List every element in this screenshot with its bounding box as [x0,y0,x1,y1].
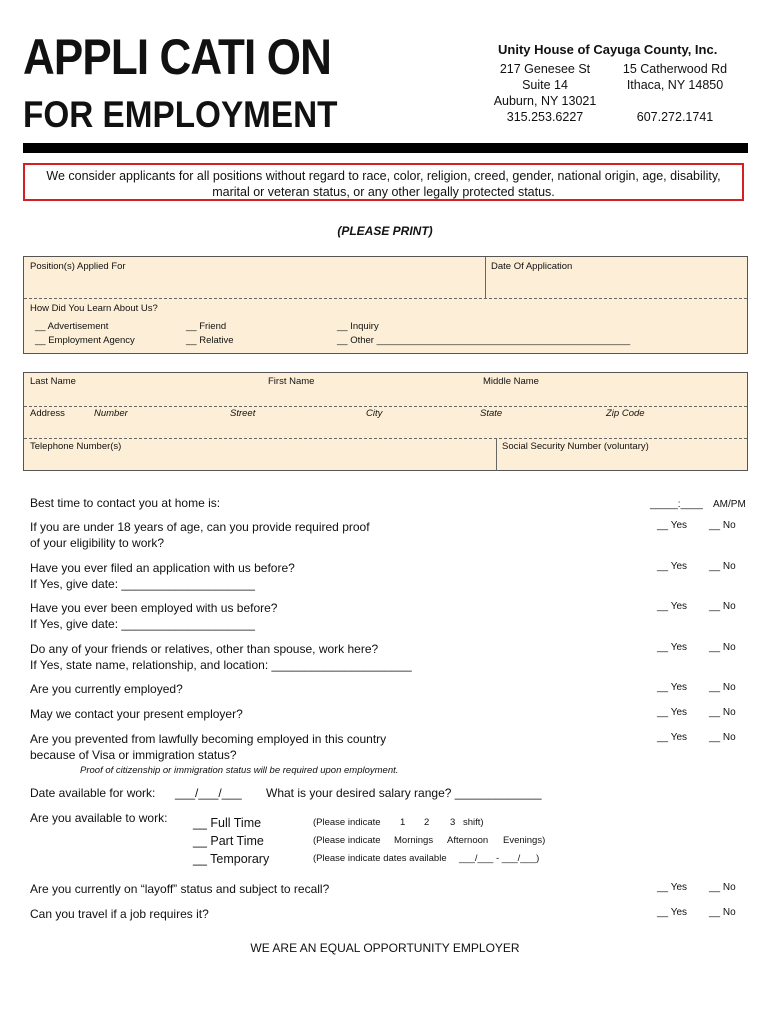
under-18-yes[interactable]: __ Yes [657,520,688,531]
address-line: Suite 14 [522,78,568,92]
visa-note: Proof of citizenship or immigration status will be required upon employment. [80,765,399,776]
visa-status-yes[interactable]: __ Yes [657,732,688,743]
position-section [23,256,748,354]
travel-question: Can you travel if a job requires it? [30,907,209,921]
address-state-label: State [480,408,503,419]
divider [496,438,497,471]
friends-relatives-yes[interactable]: __ Yes [657,642,688,653]
title-application: APPLI CATI ON [23,29,331,85]
address-line: 15 Catherwood Rd [622,62,728,76]
header-rule [23,143,748,153]
option-employment-agency[interactable]: __ Employment Agency [35,335,135,346]
option-inquiry[interactable]: __ Inquiry [337,321,379,332]
under-18-no[interactable]: __ No [709,520,736,531]
employed-before-no[interactable]: __ No [709,601,736,612]
temporary-option[interactable]: __ Temporary [193,852,270,866]
divider [24,438,747,439]
option-relative[interactable]: __ Relative [186,335,234,346]
organization-name: Unity House of Cayuga County, Inc. [498,42,718,57]
address-zip-label: Zip Code [606,408,645,419]
address-line: 217 Genesee St [499,62,591,76]
address-line: Auburn, NY 13021 [493,94,597,108]
how-learn-label: How Did You Learn About Us? [30,303,158,314]
contact-employer-yes[interactable]: __ Yes [657,707,688,718]
visa-status-question [30,731,386,763]
eeo-notice [23,163,744,201]
date-available-field[interactable]: ___/___/___ [175,786,242,800]
under-18-question [30,519,370,551]
title-for-employment: FOR EMPLOYMENT [23,94,338,135]
shift-label: shift) [463,817,484,828]
divider [485,257,486,298]
telephone-field[interactable]: Telephone Number(s) [30,441,122,452]
middle-name-field[interactable]: Middle Name [483,376,539,387]
travel-yes[interactable]: __ Yes [657,907,688,918]
question-line: because of Visa or immigration status? [30,748,237,762]
address-line: Ithaca, NY 14850 [626,78,724,92]
address-city-label: City [366,408,383,419]
option-other[interactable]: __ Other ________________________________________________ [337,335,631,346]
part-time-mornings[interactable]: Mornings [394,835,434,846]
contact-employer-no[interactable]: __ No [709,707,736,718]
question-line: If you are under 18 years of age, can you provide required proof [30,520,370,534]
temporary-dates-field[interactable]: ___/___ - ___/___) [459,853,540,864]
travel-no[interactable]: __ No [709,907,736,918]
address-phone: 607.272.1741 [636,110,714,124]
notice-line: We consider applicants for all positions without regard to race, color, religion, creed, gender, national origin, age, disability, [46,169,721,183]
best-time-field[interactable]: _____:____ [650,499,703,510]
ssn-field[interactable]: Social Security Number (voluntary) [502,441,649,452]
currently-employed-no[interactable]: __ No [709,682,736,693]
please-print-label: (PLEASE PRINT) [337,224,433,238]
eeo-footer: WE ARE AN EQUAL OPPORTUNITY EMPLOYER [250,941,520,955]
question-line: If Yes, give date: ____________________ [30,617,255,631]
currently-employed-yes[interactable]: __ Yes [657,682,688,693]
question-line: Are you prevented from lawfully becoming employed in this country [30,732,387,746]
layoff-no[interactable]: __ No [709,882,736,893]
notice-line: marital or veteran status, or any other legally protected status. [212,185,555,199]
currently-employed-question: Are you currently employed? [30,682,183,696]
available-to-work-question: Are you available to work: [30,811,168,825]
contact-employer-question: May we contact your present employer? [30,707,243,721]
question-line: Do any of your friends or relatives, other than spouse, work here? [30,642,379,656]
address-ithaca [610,61,740,125]
employed-before-question [30,600,277,632]
question-line: of your eligibility to work? [30,536,165,550]
part-time-indicate: (Please indicate [313,835,381,846]
full-time-indicate: (Please indicate [313,817,381,828]
last-name-field[interactable]: Last Name [30,376,76,387]
address-spacer [610,93,740,109]
address-field[interactable]: Address [30,408,65,419]
address-street-label: Street [230,408,256,419]
address-number-label: Number [94,408,128,419]
layoff-yes[interactable]: __ Yes [657,882,688,893]
best-time-question: Best time to contact you at home is: [30,496,221,510]
full-time-option[interactable]: __ Full Time [193,816,262,830]
divider [24,406,747,407]
filed-before-yes[interactable]: __ Yes [657,561,688,572]
question-line: If Yes, give date: ____________________ [30,577,255,591]
date-available-question: Date available for work: [30,786,156,800]
shift-1[interactable]: 1 [400,817,406,828]
employed-before-yes[interactable]: __ Yes [657,601,688,612]
salary-range-question[interactable]: What is your desired salary range? _____________ [266,786,542,800]
divider [24,298,747,299]
am-pm-label[interactable]: AM/PM [713,499,746,510]
friends-relatives-no[interactable]: __ No [709,642,736,653]
address-auburn [482,61,608,125]
filed-before-no[interactable]: __ No [709,561,736,572]
first-name-field[interactable]: First Name [268,376,315,387]
shift-3[interactable]: 3 [450,817,456,828]
positions-applied-field[interactable]: Position(s) Applied For [30,261,126,272]
question-line: Have you ever been employed with us before? [30,601,278,615]
part-time-option[interactable]: __ Part Time [193,834,264,848]
personal-info-section [23,372,748,471]
question-line: If Yes, state name, relationship, and location: _____________________ [30,658,412,672]
address-phone: 315.253.6227 [506,110,584,124]
part-time-evenings[interactable]: Evenings) [503,835,546,846]
friends-relatives-question [30,641,412,673]
part-time-afternoon[interactable]: Afternoon [447,835,489,846]
layoff-question: Are you currently on “layoff” status and subject to recall? [30,882,330,896]
option-friend[interactable]: __ Friend [186,321,227,332]
shift-2[interactable]: 2 [424,817,430,828]
date-of-application-field[interactable]: Date Of Application [491,261,573,272]
temporary-indicate: (Please indicate dates available [313,853,447,864]
visa-status-no[interactable]: __ No [709,732,736,743]
filed-before-question [30,560,295,592]
question-line: Have you ever filed an application with us before? [30,561,295,575]
option-advertisement[interactable]: __ Advertisement [35,321,109,332]
